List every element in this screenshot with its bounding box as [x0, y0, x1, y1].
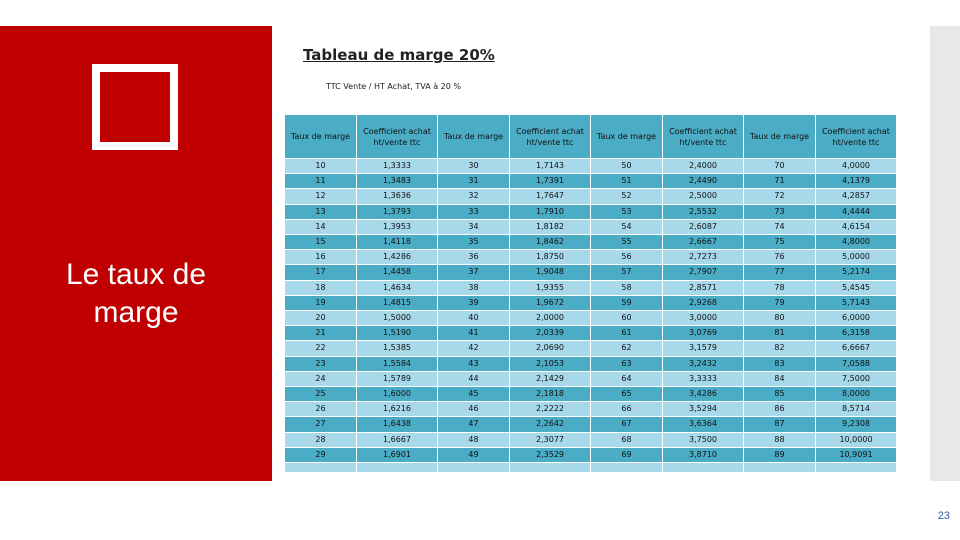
coefficient-cell: 3,6364	[663, 417, 744, 432]
margin-rate-cell: 73	[744, 204, 816, 219]
page-number: 23	[937, 510, 950, 522]
table-row	[285, 204, 897, 219]
table-row	[285, 219, 897, 234]
margin-rate-cell: 59	[591, 295, 663, 310]
margin-rate-cell: 36	[438, 250, 510, 265]
table-row	[285, 159, 897, 174]
coefficient-cell: 2,5000	[663, 189, 744, 204]
coefficient-cell: 4,1379	[816, 174, 897, 189]
margin-rate-cell: 46	[438, 402, 510, 417]
coefficient-cell: 2,7273	[663, 250, 744, 265]
margin-rate-cell: 72	[744, 189, 816, 204]
margin-rate-cell: 53	[591, 204, 663, 219]
margin-rate-cell: 48	[438, 432, 510, 447]
margin-rate-cell: 66	[591, 402, 663, 417]
side-panel	[0, 26, 272, 481]
side-title: Le taux de marge	[65, 258, 207, 329]
margin-rate-cell: 21	[285, 326, 357, 341]
margin-rate-cell: 35	[438, 235, 510, 250]
margin-rate-cell: 60	[591, 311, 663, 326]
coefficient-cell: 1,7391	[510, 174, 591, 189]
coefficient-cell: 1,9048	[510, 265, 591, 280]
coefficient-cell: 1,3483	[357, 174, 438, 189]
margin-rate-cell: 11	[285, 174, 357, 189]
coefficient-cell: 1,4815	[357, 295, 438, 310]
margin-rate-cell: 51	[591, 174, 663, 189]
page-subtitle: TTC Vente / HT Achat, TVA à 20 %	[326, 82, 461, 91]
coefficient-cell: 2,5532	[663, 204, 744, 219]
coefficient-cell: 2,3529	[510, 447, 591, 462]
margin-rate-cell: 13	[285, 204, 357, 219]
coefficient-cell: 3,4286	[663, 387, 744, 402]
coefficient-cell: 9,2308	[816, 417, 897, 432]
coefficient-cell: 3,2432	[663, 356, 744, 371]
margin-rate-cell: 18	[285, 280, 357, 295]
coefficient-cell: 10,0000	[816, 432, 897, 447]
margin-rate-cell: 56	[591, 250, 663, 265]
coefficient-cell: 1,4634	[357, 280, 438, 295]
header-cell: Coefficient achat ht/vente ttc	[357, 115, 438, 159]
margin-rate-cell: 23	[285, 356, 357, 371]
coefficient-cell: 1,6000	[357, 387, 438, 402]
margin-rate-cell: 84	[744, 371, 816, 386]
margin-table	[284, 114, 897, 473]
margin-table-container	[284, 114, 896, 473]
coefficient-cell: 2,0339	[510, 326, 591, 341]
margin-rate-cell: 68	[591, 432, 663, 447]
coefficient-cell: 6,3158	[816, 326, 897, 341]
coefficient-cell: 3,7500	[663, 432, 744, 447]
coefficient-cell: 3,1579	[663, 341, 744, 356]
coefficient-cell: 3,5294	[663, 402, 744, 417]
margin-rate-cell: 89	[744, 447, 816, 462]
table-row	[285, 341, 897, 356]
margin-rate-cell: 29	[285, 447, 357, 462]
header-cell: Coefficient achat ht/vente ttc	[663, 115, 744, 159]
coefficient-cell: 6,0000	[816, 311, 897, 326]
margin-rate-cell: 58	[591, 280, 663, 295]
coefficient-cell: 1,8182	[510, 219, 591, 234]
coefficient-cell: 2,3077	[510, 432, 591, 447]
margin-rate-cell: 83	[744, 356, 816, 371]
margin-rate-cell: 76	[744, 250, 816, 265]
table-row	[285, 189, 897, 204]
margin-rate-cell: 78	[744, 280, 816, 295]
margin-rate-cell: 69	[591, 447, 663, 462]
table-row	[285, 356, 897, 371]
coefficient-cell: 3,8710	[663, 447, 744, 462]
margin-rate-cell: 19	[285, 295, 357, 310]
margin-rate-cell: 40	[438, 311, 510, 326]
coefficient-cell: 3,3333	[663, 371, 744, 386]
coefficient-cell: 4,0000	[816, 159, 897, 174]
empty-cell	[816, 463, 897, 473]
margin-rate-cell: 24	[285, 371, 357, 386]
table-row	[285, 402, 897, 417]
coefficient-cell: 1,8750	[510, 250, 591, 265]
coefficient-cell: 3,0769	[663, 326, 744, 341]
margin-rate-cell: 54	[591, 219, 663, 234]
empty-cell	[591, 463, 663, 473]
margin-rate-cell: 10	[285, 159, 357, 174]
margin-rate-cell: 43	[438, 356, 510, 371]
coefficient-cell: 1,6216	[357, 402, 438, 417]
margin-rate-cell: 32	[438, 189, 510, 204]
margin-rate-cell: 47	[438, 417, 510, 432]
coefficient-cell: 8,0000	[816, 387, 897, 402]
coefficient-cell: 4,8000	[816, 235, 897, 250]
margin-rate-cell: 85	[744, 387, 816, 402]
coefficient-cell: 2,4490	[663, 174, 744, 189]
coefficient-cell: 2,4000	[663, 159, 744, 174]
coefficient-cell: 2,2642	[510, 417, 591, 432]
margin-rate-cell: 42	[438, 341, 510, 356]
empty-cell	[357, 463, 438, 473]
empty-cell	[438, 463, 510, 473]
margin-rate-cell: 34	[438, 219, 510, 234]
table-row	[285, 235, 897, 250]
table-row	[285, 371, 897, 386]
coefficient-cell: 2,8571	[663, 280, 744, 295]
table-row	[285, 326, 897, 341]
coefficient-cell: 1,3333	[357, 159, 438, 174]
margin-rate-cell: 75	[744, 235, 816, 250]
margin-rate-cell: 50	[591, 159, 663, 174]
table-row	[285, 417, 897, 432]
coefficient-cell: 2,9268	[663, 295, 744, 310]
margin-rate-cell: 22	[285, 341, 357, 356]
margin-rate-cell: 27	[285, 417, 357, 432]
coefficient-cell: 1,5789	[357, 371, 438, 386]
margin-rate-cell: 57	[591, 265, 663, 280]
coefficient-cell: 1,4458	[357, 265, 438, 280]
margin-rate-cell: 62	[591, 341, 663, 356]
margin-rate-cell: 16	[285, 250, 357, 265]
margin-rate-cell: 39	[438, 295, 510, 310]
margin-rate-cell: 31	[438, 174, 510, 189]
page-title: Tableau de marge 20%	[303, 46, 495, 64]
margin-rate-cell: 20	[285, 311, 357, 326]
table-row-empty	[285, 463, 897, 473]
right-margin-bar	[930, 26, 960, 481]
margin-rate-cell: 64	[591, 371, 663, 386]
coefficient-cell: 1,5190	[357, 326, 438, 341]
coefficient-cell: 2,6087	[663, 219, 744, 234]
coefficient-cell: 1,4118	[357, 235, 438, 250]
coefficient-cell: 2,1053	[510, 356, 591, 371]
margin-rate-cell: 15	[285, 235, 357, 250]
margin-rate-cell: 77	[744, 265, 816, 280]
coefficient-cell: 1,8462	[510, 235, 591, 250]
coefficient-cell: 4,6154	[816, 219, 897, 234]
coefficient-cell: 2,2222	[510, 402, 591, 417]
margin-rate-cell: 25	[285, 387, 357, 402]
coefficient-cell: 4,2857	[816, 189, 897, 204]
margin-rate-cell: 17	[285, 265, 357, 280]
margin-rate-cell: 86	[744, 402, 816, 417]
coefficient-cell: 1,7647	[510, 189, 591, 204]
margin-rate-cell: 30	[438, 159, 510, 174]
table-row	[285, 265, 897, 280]
coefficient-cell: 2,0690	[510, 341, 591, 356]
coefficient-cell: 1,3793	[357, 204, 438, 219]
table-row	[285, 387, 897, 402]
empty-cell	[744, 463, 816, 473]
coefficient-cell: 10,9091	[816, 447, 897, 462]
margin-rate-cell: 52	[591, 189, 663, 204]
margin-rate-cell: 55	[591, 235, 663, 250]
margin-rate-cell: 44	[438, 371, 510, 386]
coefficient-cell: 5,2174	[816, 265, 897, 280]
coefficient-cell: 5,7143	[816, 295, 897, 310]
margin-rate-cell: 45	[438, 387, 510, 402]
coefficient-cell: 1,3636	[357, 189, 438, 204]
table-row	[285, 280, 897, 295]
coefficient-cell: 1,6667	[357, 432, 438, 447]
table-row	[285, 250, 897, 265]
empty-cell	[510, 463, 591, 473]
coefficient-cell: 6,6667	[816, 341, 897, 356]
coefficient-cell: 8,5714	[816, 402, 897, 417]
margin-rate-cell: 79	[744, 295, 816, 310]
margin-rate-cell: 12	[285, 189, 357, 204]
table-row	[285, 295, 897, 310]
coefficient-cell: 1,5385	[357, 341, 438, 356]
coefficient-cell: 4,4444	[816, 204, 897, 219]
margin-rate-cell: 14	[285, 219, 357, 234]
margin-rate-cell: 81	[744, 326, 816, 341]
margin-rate-cell: 65	[591, 387, 663, 402]
table-row	[285, 432, 897, 447]
margin-rate-cell: 67	[591, 417, 663, 432]
table-row	[285, 311, 897, 326]
coefficient-cell: 1,7143	[510, 159, 591, 174]
coefficient-cell: 2,1818	[510, 387, 591, 402]
coefficient-cell: 5,4545	[816, 280, 897, 295]
coefficient-cell: 7,5000	[816, 371, 897, 386]
header-cell: Taux de marge	[438, 115, 510, 159]
decorative-square	[92, 64, 178, 150]
coefficient-cell: 5,0000	[816, 250, 897, 265]
coefficient-cell: 2,0000	[510, 311, 591, 326]
table-row	[285, 447, 897, 462]
coefficient-cell: 1,7910	[510, 204, 591, 219]
coefficient-cell: 1,6901	[357, 447, 438, 462]
coefficient-cell: 1,5584	[357, 356, 438, 371]
margin-rate-cell: 82	[744, 341, 816, 356]
margin-rate-cell: 41	[438, 326, 510, 341]
empty-cell	[285, 463, 357, 473]
margin-rate-cell: 74	[744, 219, 816, 234]
margin-rate-cell: 71	[744, 174, 816, 189]
empty-cell	[663, 463, 744, 473]
coefficient-cell: 1,6438	[357, 417, 438, 432]
margin-rate-cell: 33	[438, 204, 510, 219]
header-cell: Taux de marge	[285, 115, 357, 159]
coefficient-cell: 1,3953	[357, 219, 438, 234]
margin-rate-cell: 38	[438, 280, 510, 295]
header-cell: Coefficient achat ht/vente ttc	[816, 115, 897, 159]
margin-rate-cell: 88	[744, 432, 816, 447]
header-cell: Taux de marge	[591, 115, 663, 159]
coefficient-cell: 1,4286	[357, 250, 438, 265]
margin-rate-cell: 63	[591, 356, 663, 371]
coefficient-cell: 1,9672	[510, 295, 591, 310]
margin-rate-cell: 37	[438, 265, 510, 280]
coefficient-cell: 7,0588	[816, 356, 897, 371]
coefficient-cell: 2,6667	[663, 235, 744, 250]
header-cell: Taux de marge	[744, 115, 816, 159]
margin-rate-cell: 26	[285, 402, 357, 417]
table-header-row	[285, 115, 897, 159]
header-cell: Coefficient achat ht/vente ttc	[510, 115, 591, 159]
margin-rate-cell: 28	[285, 432, 357, 447]
coefficient-cell: 2,7907	[663, 265, 744, 280]
margin-rate-cell: 80	[744, 311, 816, 326]
margin-rate-cell: 61	[591, 326, 663, 341]
coefficient-cell: 3,0000	[663, 311, 744, 326]
margin-rate-cell: 49	[438, 447, 510, 462]
coefficient-cell: 1,9355	[510, 280, 591, 295]
table-row	[285, 174, 897, 189]
margin-rate-cell: 70	[744, 159, 816, 174]
margin-rate-cell: 87	[744, 417, 816, 432]
coefficient-cell: 2,1429	[510, 371, 591, 386]
coefficient-cell: 1,5000	[357, 311, 438, 326]
